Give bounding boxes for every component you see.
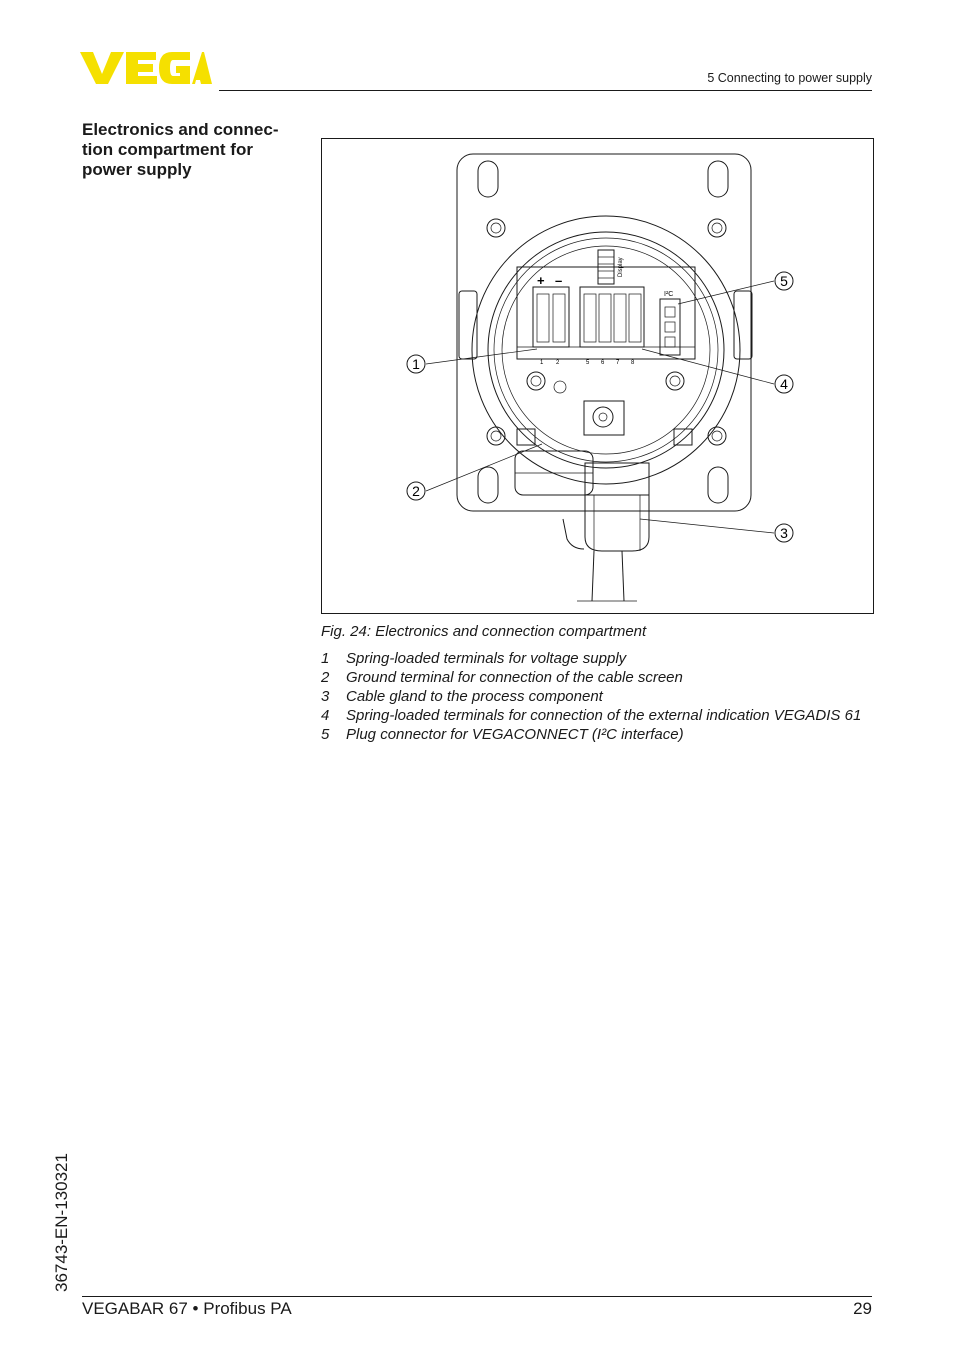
callout-1 [407, 355, 425, 373]
legend-item: 1 Spring-loaded terminals for voltage supply [321, 650, 627, 667]
callout-3 [775, 524, 793, 542]
callout-5 [775, 272, 793, 290]
svg-text:4: 4 [780, 376, 788, 392]
legend-item: 2 Ground terminal for connection of the cable screen [321, 669, 683, 686]
svg-text:1: 1 [412, 356, 420, 372]
i2c-plug-connector [660, 299, 680, 355]
figure-caption: Fig. 24: Electronics and connection compartment [321, 623, 647, 640]
callout-2 [407, 482, 425, 500]
terminal-number: 7 [616, 360, 620, 366]
legend-item: 3 Cable gland to the process component [321, 688, 603, 705]
plus-label: + [537, 273, 545, 288]
svg-text:3: 3 [780, 525, 788, 541]
header-rule [219, 90, 872, 91]
document-id: 36743-EN-130321 [52, 1153, 71, 1292]
legend-item: 4 Spring-loaded terminals for connection of the external indication VEGADIS 61 [321, 707, 862, 724]
mounting-slot [708, 161, 728, 197]
minus-label: – [555, 273, 563, 288]
display-label: Display [618, 257, 624, 277]
housing-plate [457, 154, 751, 511]
callout-4 [775, 375, 793, 393]
terminal-number: 8 [631, 360, 635, 366]
mounting-slot [478, 467, 498, 503]
mounting-slot [478, 161, 498, 197]
figure-electronics-compartment [321, 138, 874, 614]
terminal-number: 2 [556, 360, 560, 366]
i2c-label: I²C [664, 291, 674, 298]
supply-terminals [533, 287, 569, 347]
footer-rule [82, 1296, 872, 1297]
legend-item: 5 Plug connector for VEGACONNECT (I²C interface) [321, 726, 684, 743]
cable-gland-process [585, 495, 649, 551]
footer-product: VEGABAR 67 • Profibus PA [82, 1299, 292, 1318]
section-heading: Electronics and connec- tion compartment for power supply [82, 120, 279, 179]
vega-logo [80, 50, 212, 86]
terminal-number: 5 [586, 360, 590, 366]
header-section-title: 5 Connecting to power supply [707, 71, 872, 85]
page-number: 29 [853, 1299, 872, 1318]
outer-ring [472, 216, 740, 484]
compartment-drawing [322, 139, 875, 615]
svg-text:2: 2 [412, 483, 420, 499]
indication-terminals [580, 287, 644, 347]
svg-text:5: 5 [780, 273, 788, 289]
mounting-slot [708, 467, 728, 503]
terminal-number: 1 [540, 360, 544, 366]
ground-terminal [584, 401, 624, 435]
figure-legend [321, 649, 881, 744]
terminal-number: 6 [601, 360, 605, 366]
